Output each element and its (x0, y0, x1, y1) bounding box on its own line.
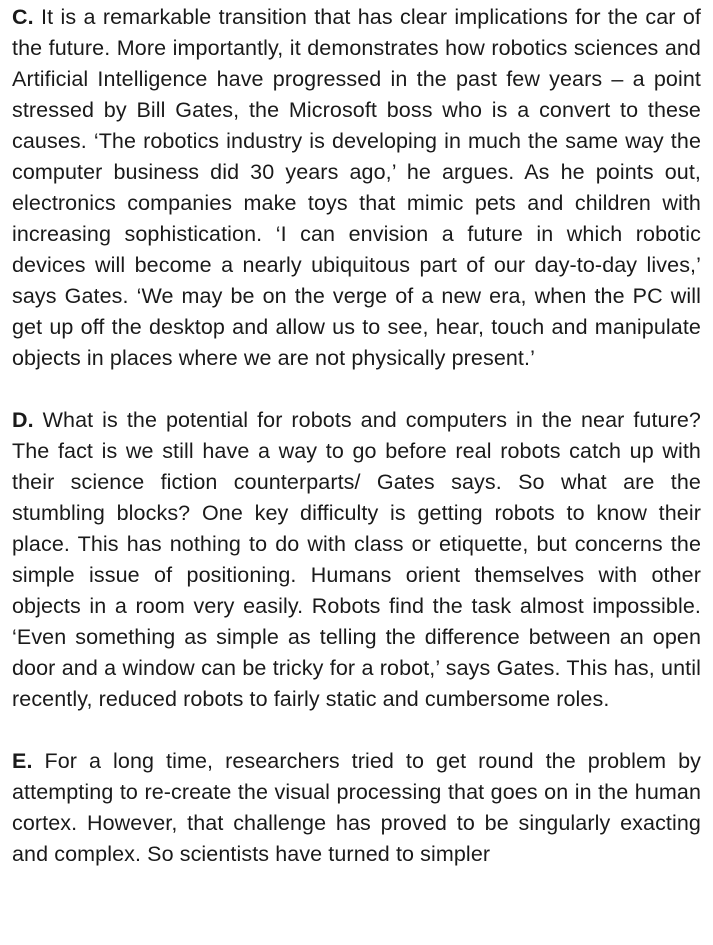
document-page (12, 2, 701, 901)
paragraph-label: C. (12, 5, 34, 29)
paragraph-label: D. (12, 408, 34, 432)
paragraph-d (12, 405, 701, 715)
paragraph-text: It is a remarkable transition that has clear implications for the car of the future. More importantly, it demonstrates how robotics sciences and Artificial Intelligence have progressed in the past few years – a point stressed by Bill Gates, the Microsoft boss who is a convert to these causes. ‘The robotics industry is developing in much the same way the computer business did 30 years ago,’ he argues. As he points out, electronics companies make toys that mimic pets and children with increasing sophistication. ‘I can envision a future in which robotic devices will become a nearly ubiquitous part of our day-to-day lives,’ says Gates. ‘We may be on the verge of a new era, when the PC will get up off the desktop and allow us to see, hear, touch and manipulate objects in places where we are not physically present.’ (12, 5, 701, 370)
paragraph-text: For a long time, researchers tried to get round the problem by attempting to re-create the visual processing that goes on in the human cortex. However, that challenge has proved to be singularly exacting and complex. So scientists have turned to simpler (12, 749, 701, 866)
paragraph-c (12, 2, 701, 374)
paragraph-text: What is the potential for robots and computers in the near future? The fact is we still have a way to go before real robots catch up with their science fiction counterparts/ Gates says. So what are the stumbling blocks? One key difficulty is getting robots to know their place. This has nothing to do with class or etiquette, but concerns the simple issue of positioning. Humans orient themselves with other objects in a room very easily. Robots find the task almost impossible. ‘Even something as simple as telling the difference between an open door and a window can be tricky for a robot,’ says Gates. This has, until recently, reduced robots to fairly static and cumbersome roles. (12, 408, 701, 711)
paragraph-e (12, 746, 701, 870)
paragraph-label: E. (12, 749, 33, 773)
